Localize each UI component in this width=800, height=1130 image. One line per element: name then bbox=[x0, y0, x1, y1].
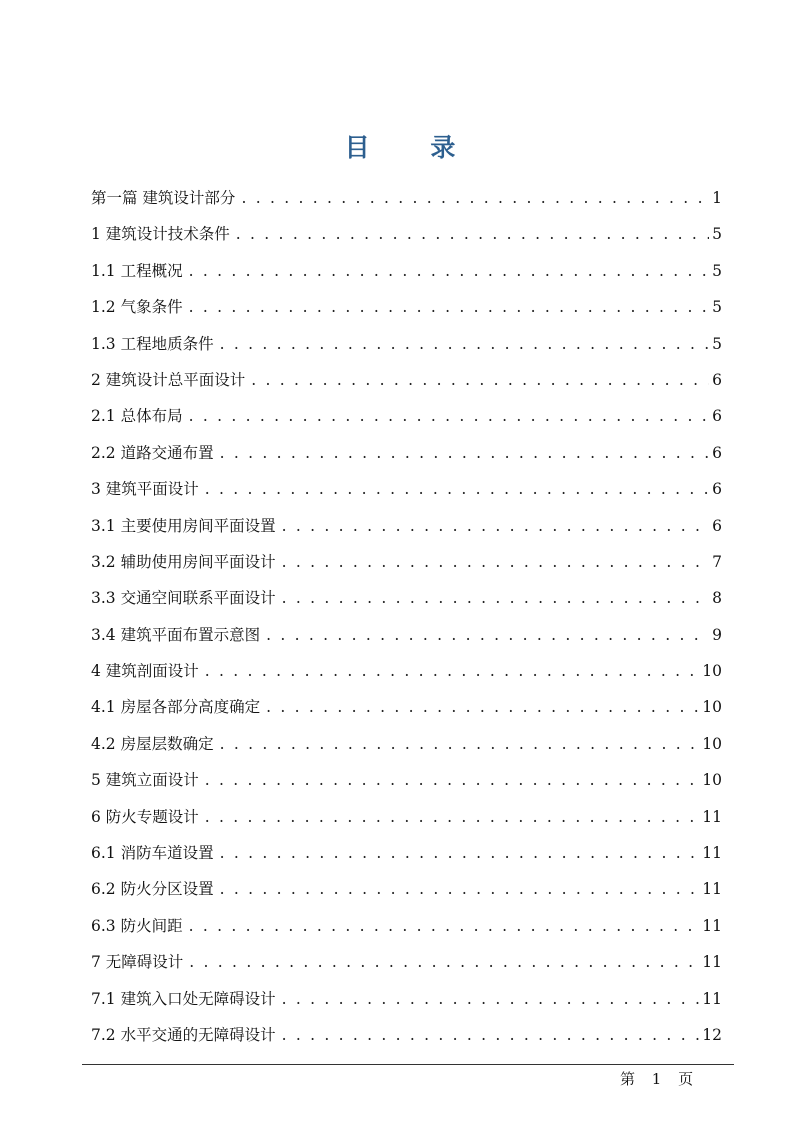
toc-entry-page: 6 bbox=[712, 480, 722, 499]
toc-entry-label: 2.1 总体布局 bbox=[91, 407, 183, 426]
toc-entry-label: 第一篇 建筑设计部分 bbox=[91, 189, 236, 207]
toc-entry-page: 5 bbox=[712, 261, 722, 280]
toc-entry-page: 9 bbox=[712, 625, 722, 644]
toc-entry[interactable] bbox=[91, 180, 722, 216]
toc-entry-label: 1.3 工程地质条件 bbox=[91, 334, 214, 353]
toc-entry-label: 6.3 防火间距 bbox=[91, 916, 183, 935]
toc-entry-page: 5 bbox=[712, 225, 722, 244]
toc-entry-page: 6 bbox=[712, 443, 722, 462]
toc-entry[interactable] bbox=[91, 799, 722, 835]
toc-entry-page: 5 bbox=[712, 298, 722, 317]
toc-leader-dots bbox=[205, 653, 699, 689]
toc-entry-label: 7 无障碍设计 bbox=[91, 953, 184, 972]
toc-entry-page: 6 bbox=[712, 370, 722, 389]
toc-entry-page: 7 bbox=[712, 552, 722, 571]
toc-entry[interactable] bbox=[91, 435, 722, 471]
toc-entry-page: 6 bbox=[712, 407, 722, 426]
footer-page-number: 1 bbox=[651, 1070, 664, 1088]
toc-entry-page: 11 bbox=[702, 844, 722, 863]
toc-entry-label: 3 建筑平面设计 bbox=[91, 480, 199, 499]
toc-entry[interactable] bbox=[91, 689, 722, 725]
toc-entry-label: 2.2 道路交通布置 bbox=[91, 443, 214, 462]
toc-entry-page: 5 bbox=[712, 334, 722, 353]
toc-entry[interactable] bbox=[91, 289, 722, 325]
toc-entry-page: 11 bbox=[702, 916, 722, 935]
toc-entry-page: 6 bbox=[712, 516, 722, 535]
toc-leader-dots bbox=[205, 471, 709, 507]
toc-entry-label: 2 建筑设计总平面设计 bbox=[91, 370, 246, 389]
toc-entry-label: 1.1 工程概况 bbox=[91, 261, 183, 280]
toc-entry[interactable] bbox=[91, 580, 722, 616]
toc-entry[interactable] bbox=[91, 762, 722, 798]
toc-entry-label: 7.1 建筑入口处无障碍设计 bbox=[91, 989, 276, 1008]
footer-suffix: 页 bbox=[678, 1070, 696, 1088]
toc-entry-page: 10 bbox=[702, 662, 722, 681]
toc-entry[interactable] bbox=[91, 908, 722, 944]
toc-entry-label: 1.2 气象条件 bbox=[91, 298, 183, 317]
toc-entry[interactable] bbox=[91, 362, 722, 398]
toc-entry-label: 3.2 辅助使用房间平面设计 bbox=[91, 552, 276, 571]
toc-leader-dots bbox=[282, 981, 700, 1017]
toc-entry[interactable] bbox=[91, 544, 722, 580]
toc-entry-label: 7.2 水平交通的无障碍设计 bbox=[91, 1025, 276, 1044]
footer-divider bbox=[82, 1064, 734, 1065]
toc-entry-page: 8 bbox=[712, 589, 722, 608]
toc-entry-label: 5 建筑立面设计 bbox=[91, 771, 199, 790]
toc-leader-dots bbox=[282, 580, 709, 616]
toc-leader-dots bbox=[189, 908, 700, 944]
page-title: 目 录 bbox=[344, 133, 482, 162]
toc-leader-dots bbox=[189, 289, 709, 325]
toc-leader-dots bbox=[189, 253, 709, 289]
toc-leader-dots bbox=[220, 835, 700, 871]
toc-leader-dots bbox=[189, 398, 709, 434]
toc-leader-dots bbox=[251, 362, 709, 398]
toc-entry[interactable] bbox=[91, 471, 722, 507]
toc-leader-dots bbox=[220, 871, 700, 907]
toc-entry[interactable] bbox=[91, 944, 722, 980]
toc-leader-dots bbox=[282, 1017, 700, 1053]
toc-entry-page: 1 bbox=[712, 189, 722, 207]
toc-entry-label: 3.4 建筑平面布置示意图 bbox=[91, 625, 261, 644]
toc-entry[interactable] bbox=[91, 617, 722, 653]
toc-entry-page: 11 bbox=[702, 880, 722, 899]
toc-entry[interactable] bbox=[91, 253, 722, 289]
toc-entry-label: 4.2 房屋层数确定 bbox=[91, 734, 214, 753]
toc-entry[interactable] bbox=[91, 653, 722, 689]
toc-entry[interactable] bbox=[91, 871, 722, 907]
toc-entry-label: 4 建筑剖面设计 bbox=[91, 662, 199, 681]
toc-entry-label: 3.1 主要使用房间平面设置 bbox=[91, 516, 276, 535]
toc-leader-dots bbox=[205, 799, 699, 835]
toc-entry[interactable] bbox=[91, 981, 722, 1017]
toc-leader-dots bbox=[266, 689, 699, 725]
toc-entry-label: 3.3 交通空间联系平面设计 bbox=[91, 589, 276, 608]
toc-entry[interactable] bbox=[91, 1017, 722, 1053]
toc-leader-dots bbox=[220, 326, 709, 362]
toc-entry[interactable] bbox=[91, 508, 722, 544]
toc-entry-label: 4.1 房屋各部分高度确定 bbox=[91, 698, 261, 717]
toc-leader-dots bbox=[189, 944, 699, 980]
toc-entry[interactable] bbox=[91, 326, 722, 362]
toc-leader-dots bbox=[241, 180, 709, 216]
toc-leader-dots bbox=[220, 435, 709, 471]
toc-entry[interactable] bbox=[91, 726, 722, 762]
toc-entry-label: 6.2 防火分区设置 bbox=[91, 880, 214, 899]
toc-entry-label: 6.1 消防车道设置 bbox=[91, 844, 214, 863]
toc-entry-page: 12 bbox=[702, 1025, 722, 1044]
toc-entry-page: 10 bbox=[702, 771, 722, 790]
page-footer bbox=[620, 1068, 703, 1089]
toc-entry-page: 11 bbox=[702, 807, 722, 826]
table-of-contents bbox=[91, 180, 722, 1053]
toc-entry[interactable] bbox=[91, 835, 722, 871]
toc-entry-page: 10 bbox=[702, 734, 722, 753]
toc-leader-dots bbox=[282, 508, 709, 544]
toc-entry-page: 11 bbox=[702, 953, 722, 972]
toc-leader-dots bbox=[236, 216, 709, 252]
toc-leader-dots bbox=[266, 617, 709, 653]
toc-leader-dots bbox=[205, 762, 699, 798]
toc-entry-page: 11 bbox=[702, 989, 722, 1008]
toc-entry-page: 10 bbox=[702, 698, 722, 717]
footer-prefix: 第 bbox=[620, 1070, 638, 1088]
toc-leader-dots bbox=[282, 544, 709, 580]
toc-leader-dots bbox=[220, 726, 700, 762]
toc-entry-label: 1 建筑设计技术条件 bbox=[91, 225, 230, 244]
toc-entry[interactable] bbox=[91, 398, 722, 434]
toc-entry-label: 6 防火专题设计 bbox=[91, 807, 199, 826]
toc-entry[interactable] bbox=[91, 216, 722, 252]
